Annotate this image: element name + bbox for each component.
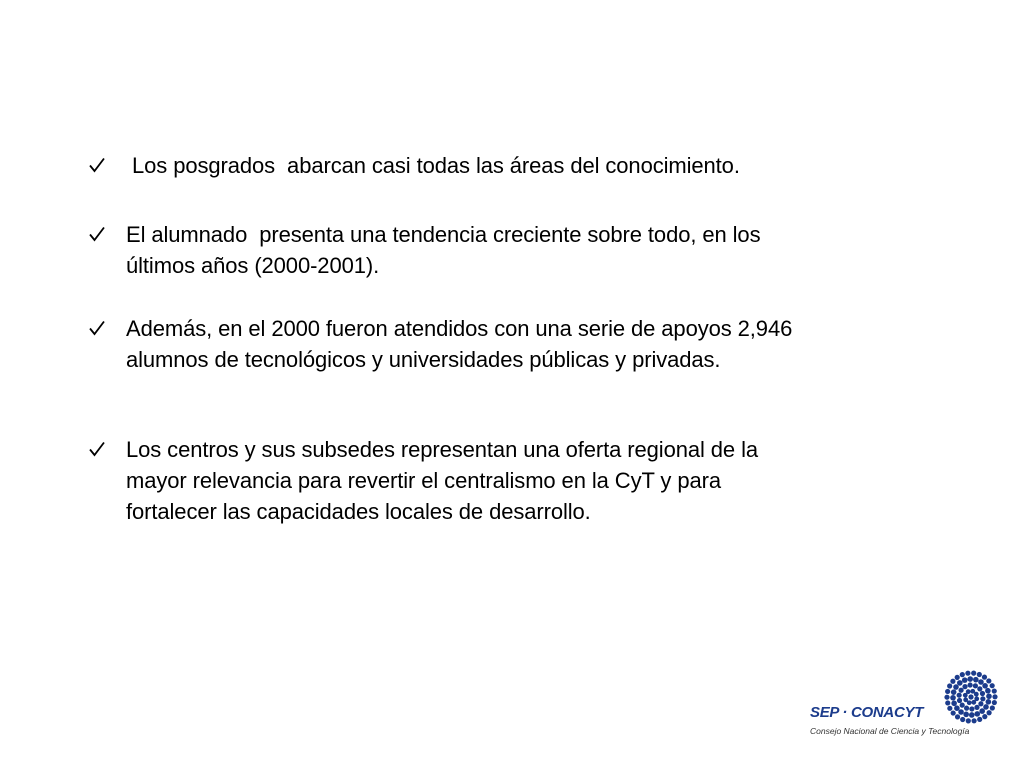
emblem-dot <box>973 677 979 683</box>
emblem-dot <box>974 705 979 710</box>
emblem-dot <box>986 693 992 699</box>
emblem-dot <box>990 705 995 710</box>
emblem-dot <box>954 705 960 711</box>
emblem-dot <box>953 684 959 690</box>
checkmark-icon <box>88 219 126 249</box>
emblem-dot <box>986 678 991 683</box>
emblem-dot <box>951 689 957 695</box>
emblem-dot <box>973 683 978 688</box>
emblem-dot <box>947 706 952 711</box>
checkmark-icon <box>88 150 126 180</box>
emblem-dot <box>978 701 983 706</box>
emblem-dot <box>964 706 969 711</box>
emblem-dot <box>977 717 982 722</box>
emblem-dot <box>978 679 984 685</box>
emblem-dot <box>950 695 956 701</box>
emblem-dot <box>958 709 964 715</box>
emblem-dot <box>971 700 976 705</box>
emblem-dot <box>945 689 950 694</box>
conacyt-dots-emblem-icon <box>944 670 998 724</box>
emblem-dot <box>960 717 965 722</box>
emblem-dot <box>955 675 960 680</box>
emblem-dot <box>992 688 997 693</box>
emblem-dot <box>980 691 985 696</box>
emblem-dot <box>957 680 963 686</box>
emblem-dot <box>983 704 989 710</box>
emblem-dot <box>963 697 968 702</box>
emblem-dot <box>960 703 965 708</box>
emblem-dot <box>969 712 975 718</box>
emblem-dot <box>982 683 988 689</box>
emblem-dot <box>945 700 950 705</box>
bullet-item-centros <box>88 434 938 527</box>
emblem-dot <box>951 710 956 715</box>
bullet-text: Los posgrados abarcan casi todas las áreas del conocimiento. <box>126 153 740 178</box>
emblem-dot <box>992 700 997 705</box>
emblem-dot <box>974 692 979 697</box>
emblem-dot <box>990 683 995 688</box>
bullet-item-alumnado <box>88 219 938 281</box>
emblem-dot <box>974 711 980 717</box>
emblem-dot <box>980 696 985 701</box>
emblem-dot <box>969 706 974 711</box>
emblem-dot <box>971 671 976 676</box>
sep-conacyt-logo <box>804 670 1004 746</box>
emblem-dot <box>963 712 969 718</box>
bullet-text: El alumnado presenta una tendencia creciente sobre todo, en los últimos años (2000-2001). <box>126 222 761 278</box>
emblem-dot <box>986 699 992 705</box>
bullet-text: Los centros y sus subsedes representan una oferta regional de la mayor relevancia para revertir el centralismo en la CyT y para fortalecer las capacidades locales de desarrollo. <box>126 437 758 524</box>
emblem-dot <box>971 718 976 723</box>
emblem-dot <box>962 677 968 683</box>
emblem-dot <box>992 694 997 699</box>
emblem-dot <box>967 676 973 682</box>
bullet-item-apoyos <box>88 313 938 375</box>
checkmark-icon <box>88 434 126 464</box>
emblem-dot <box>957 693 962 698</box>
emblem-dot <box>968 682 973 687</box>
emblem-dot <box>957 698 962 703</box>
emblem-dot <box>951 700 957 706</box>
emblem-dot <box>987 710 992 715</box>
logo-name: SEP · CONACYT <box>810 704 924 721</box>
checkmark-icon <box>88 313 126 343</box>
emblem-dot <box>962 684 967 689</box>
bullet-item-posgrados <box>88 150 938 181</box>
emblem-dot <box>950 679 955 684</box>
emblem-dot <box>985 688 991 694</box>
emblem-dot <box>966 689 971 694</box>
emblem-dot <box>959 688 964 693</box>
logo-subtitle: Consejo Nacional de Ciencia y Tecnología <box>810 726 970 736</box>
emblem-dot <box>960 672 965 677</box>
emblem-dot <box>944 695 949 700</box>
emblem-dot <box>979 708 985 714</box>
emblem-dot <box>968 694 973 699</box>
emblem-dot <box>982 675 987 680</box>
emblem-dot <box>965 671 970 676</box>
emblem-dot <box>982 714 987 719</box>
emblem-dot <box>977 672 982 677</box>
emblem-dot <box>966 718 971 723</box>
emblem-dot <box>977 686 982 691</box>
bullet-text: Además, en el 2000 fueron atendidos con una serie de apoyos 2,946 alumnos de tecnológicos y universidades públicas y privadas. <box>126 316 793 372</box>
emblem-dot <box>955 714 960 719</box>
emblem-dot <box>947 683 952 688</box>
